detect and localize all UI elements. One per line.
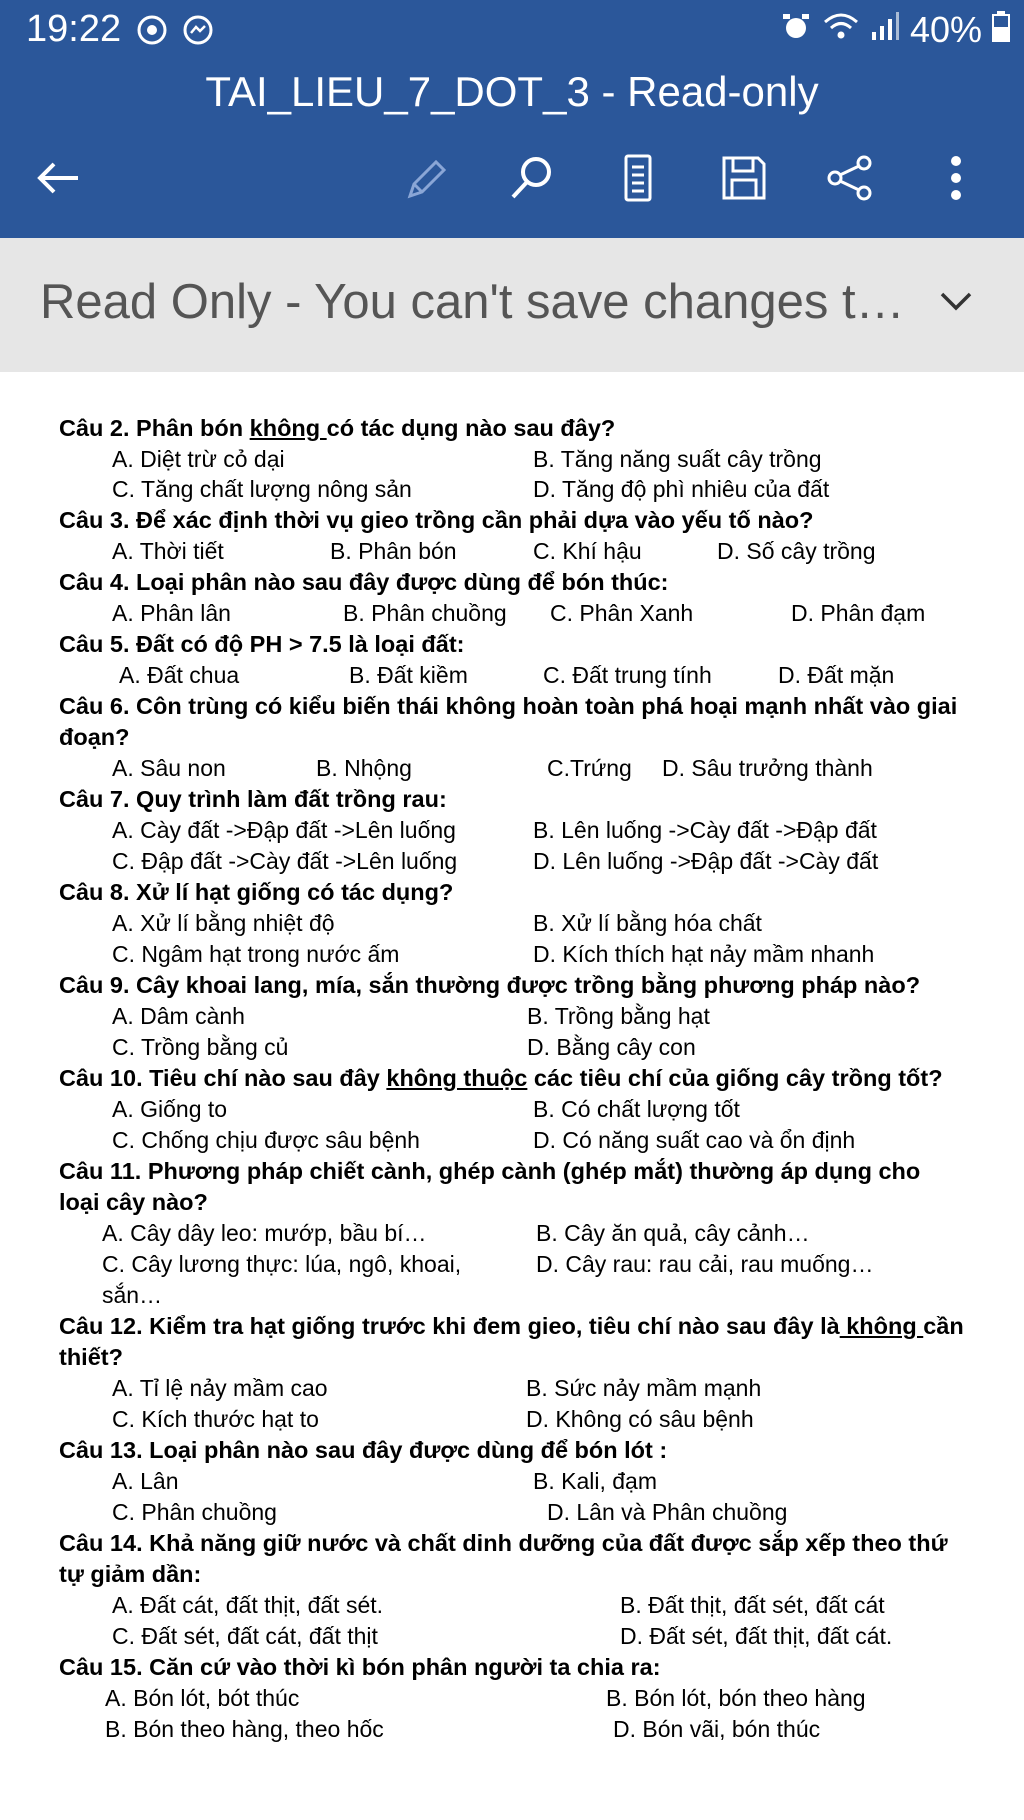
answer-option: C. Đất sét, đất cát, đất thịt — [112, 1623, 378, 1649]
question-3: Câu 3. Để xác định thời vụ gieo trồng cần phải dựa vào yếu tố nào? — [59, 507, 814, 533]
edit-button[interactable] — [396, 150, 456, 210]
battery-icon — [992, 9, 1010, 51]
answer-option: C. Cây lương thực: lúa, ngô, khoai, — [102, 1251, 462, 1277]
answer-option: A. Tỉ lệ nảy mầm cao — [112, 1375, 328, 1401]
alarm-icon — [780, 9, 812, 51]
answer-option: B. Cây ăn quả, cây cảnh… — [536, 1220, 810, 1246]
answer-option: A. Diệt trừ cỏ dại — [112, 446, 285, 472]
question-12: Câu 12. Kiểm tra hạt giống trước khi đem gieo, tiêu chí nào sau đây là không cần — [59, 1313, 964, 1339]
document-title: TAI_LIEU_7_DOT_3 - Read-only — [205, 68, 819, 115]
answer-option: C. Khí hậu — [533, 538, 642, 564]
question-8: Câu 8. Xử lí hạt giống có tác dụng? — [59, 879, 454, 905]
answer-option-cont: sắn… — [102, 1282, 163, 1308]
question-6: Câu 6. Côn trùng có kiểu biến thái không hoàn toàn phá hoại mạnh nhất vào giai — [59, 693, 958, 719]
answer-option: D. Không có sâu bệnh — [526, 1406, 754, 1432]
status-right — [780, 8, 1010, 52]
answer-option: D. Tăng độ phì nhiêu của đất — [533, 476, 830, 502]
battery-percent: 40% — [909, 9, 982, 50]
answer-option: C. Tăng chất lượng nông sản — [112, 476, 412, 502]
reading-view-icon — [618, 153, 658, 208]
back-button[interactable] — [28, 150, 88, 210]
answer-option: B. Nhộng — [316, 755, 412, 781]
save-button[interactable] — [714, 150, 774, 210]
answer-option: D. Số cây trồng — [717, 538, 876, 564]
read-only-banner[interactable] — [0, 238, 1024, 372]
answer-option: D. Cây rau: rau cải, rau muống… — [536, 1251, 874, 1277]
answer-option: D. Lân và Phân chuồng — [547, 1499, 788, 1525]
more-options-button[interactable] — [926, 150, 986, 210]
question-2: Câu 2. Phân bón không có tác dụng nào sau đây? — [59, 415, 616, 441]
question-14-cont: tự giảm dần: — [59, 1561, 202, 1587]
read-only-message: Read Only - You can't save changes t… — [40, 275, 905, 329]
answer-option: B. Trồng bằng hạt — [527, 1003, 710, 1029]
answer-option: C. Phân Xanh — [550, 600, 694, 626]
save-icon — [720, 154, 768, 207]
chrome-icon — [136, 14, 168, 46]
answer-option: A. Sâu non — [112, 755, 226, 781]
question-12-cont: thiết? — [59, 1344, 123, 1370]
answer-option: A. Dâm cành — [112, 1003, 245, 1029]
answer-option: A. Xử lí bằng nhiệt độ — [112, 910, 335, 936]
answer-option: D. Có năng suất cao và ổn định — [533, 1127, 856, 1153]
question-9: Câu 9. Cây khoai lang, mía, sắn thường được trồng bằng phương pháp nào? — [59, 972, 921, 998]
share-button[interactable] — [820, 150, 880, 210]
back-arrow-icon — [34, 158, 82, 203]
answer-option: A. Lân — [112, 1468, 179, 1494]
answer-option: C. Đập đất ->Cày đất ->Lên luống — [112, 848, 458, 874]
pencil-icon — [402, 154, 450, 207]
answer-option: D. Đất sét, đất thịt, đất cát. — [620, 1623, 893, 1649]
answer-option: B. Kali, đạm — [533, 1468, 657, 1494]
more-vertical-icon — [949, 154, 963, 207]
answer-option: B. Đất thịt, đất sét, đất cát — [620, 1592, 885, 1618]
question-7: Câu 7. Quy trình làm đất trồng rau: — [59, 786, 447, 812]
answer-option: A. Cây dây leo: mướp, bầu bí… — [102, 1220, 427, 1246]
answer-option: B. Lên luống ->Cày đất ->Đập đất — [533, 817, 877, 843]
question-15: Câu 15. Căn cứ vào thời kì bón phân người ta chia ra: — [59, 1654, 661, 1680]
question-10: Câu 10. Tiêu chí nào sau đây không thuộc các tiêu chí của giống cây trồng tốt? — [59, 1065, 943, 1091]
answer-option: D. Kích thích hạt nảy mầm nhanh — [533, 941, 875, 967]
answer-option: D. Bằng cây con — [527, 1034, 696, 1060]
answer-option: D. Phân đạm — [791, 600, 926, 626]
answer-option: D. Sâu trưởng thành — [662, 755, 873, 781]
question-6-cont: đoạn? — [59, 724, 130, 750]
answer-option: C. Ngâm hạt trong nước ấm — [112, 941, 400, 967]
answer-option: A. Phân lân — [112, 600, 231, 626]
status-bar — [0, 0, 1024, 60]
answer-option: B. Đất kiềm — [349, 662, 468, 688]
answer-option: A. Đất cát, đất thịt, đất sét. — [112, 1592, 384, 1618]
answer-option: D. Lên luống ->Đập đất ->Cày đất — [533, 848, 879, 874]
answer-option: C. Phân chuồng — [112, 1499, 277, 1525]
answer-option: A. Giống to — [112, 1096, 228, 1122]
status-time: 19:22 — [26, 8, 122, 50]
question-5: Câu 5. Đất có độ PH > 7.5 là loại đất: — [59, 631, 465, 657]
answer-option: A. Thời tiết — [112, 538, 224, 564]
answer-option: B. Sức nảy mầm mạnh — [526, 1375, 762, 1401]
question-11: Câu 11. Phương pháp chiết cành, ghép cành (ghép mắt) thường áp dụng cho — [59, 1158, 921, 1184]
answer-option: A. Cày đất ->Đập đất ->Lên luống — [112, 817, 456, 843]
question-11-cont: loại cây nào? — [59, 1189, 208, 1215]
answer-option: C.Trứng — [547, 755, 632, 781]
answer-option: B. Xử lí bằng hóa chất — [533, 910, 762, 936]
answer-option: B. Bón lót, bón theo hàng — [606, 1685, 866, 1711]
answer-option: B. Có chất lượng tốt — [533, 1096, 740, 1122]
answer-option: D. Đất mặn — [778, 662, 895, 688]
answer-option: B. Phân chuồng — [343, 600, 507, 626]
answer-option: D. Bón vãi, bón thúc — [613, 1716, 821, 1742]
answer-option: A. Đất chua — [119, 662, 240, 688]
answer-option: A. Bón lót, bót thúc — [105, 1685, 300, 1711]
search-button[interactable] — [502, 150, 562, 210]
answer-option: C. Chống chịu được sâu bệnh — [112, 1127, 420, 1153]
signal-icon — [870, 9, 900, 51]
reading-view-button[interactable] — [608, 150, 668, 210]
messenger-icon — [182, 14, 214, 46]
answer-option: B. Tăng năng suất cây trồng — [533, 446, 822, 472]
share-icon — [826, 154, 874, 207]
answer-option: B. Bón theo hàng, theo hốc — [105, 1716, 384, 1742]
question-4: Câu 4. Loại phân nào sau đây được dùng để bón thúc: — [59, 569, 669, 595]
search-icon — [508, 154, 556, 207]
app-header — [0, 0, 1024, 238]
answer-option: C. Đất trung tính — [543, 662, 712, 688]
answer-option: C. Kích thước hạt to — [112, 1406, 319, 1432]
question-14: Câu 14. Khả năng giữ nước và chất dinh dưỡng của đất được sắp xếp theo thứ — [59, 1530, 948, 1556]
chevron-down-icon[interactable] — [936, 288, 976, 319]
wifi-icon — [822, 9, 860, 51]
question-13: Câu 13. Loại phân nào sau đây được dùng để bón lót : — [59, 1437, 668, 1463]
answer-option: C. Trồng bằng củ — [112, 1034, 289, 1060]
answer-option: B. Phân bón — [330, 538, 457, 564]
